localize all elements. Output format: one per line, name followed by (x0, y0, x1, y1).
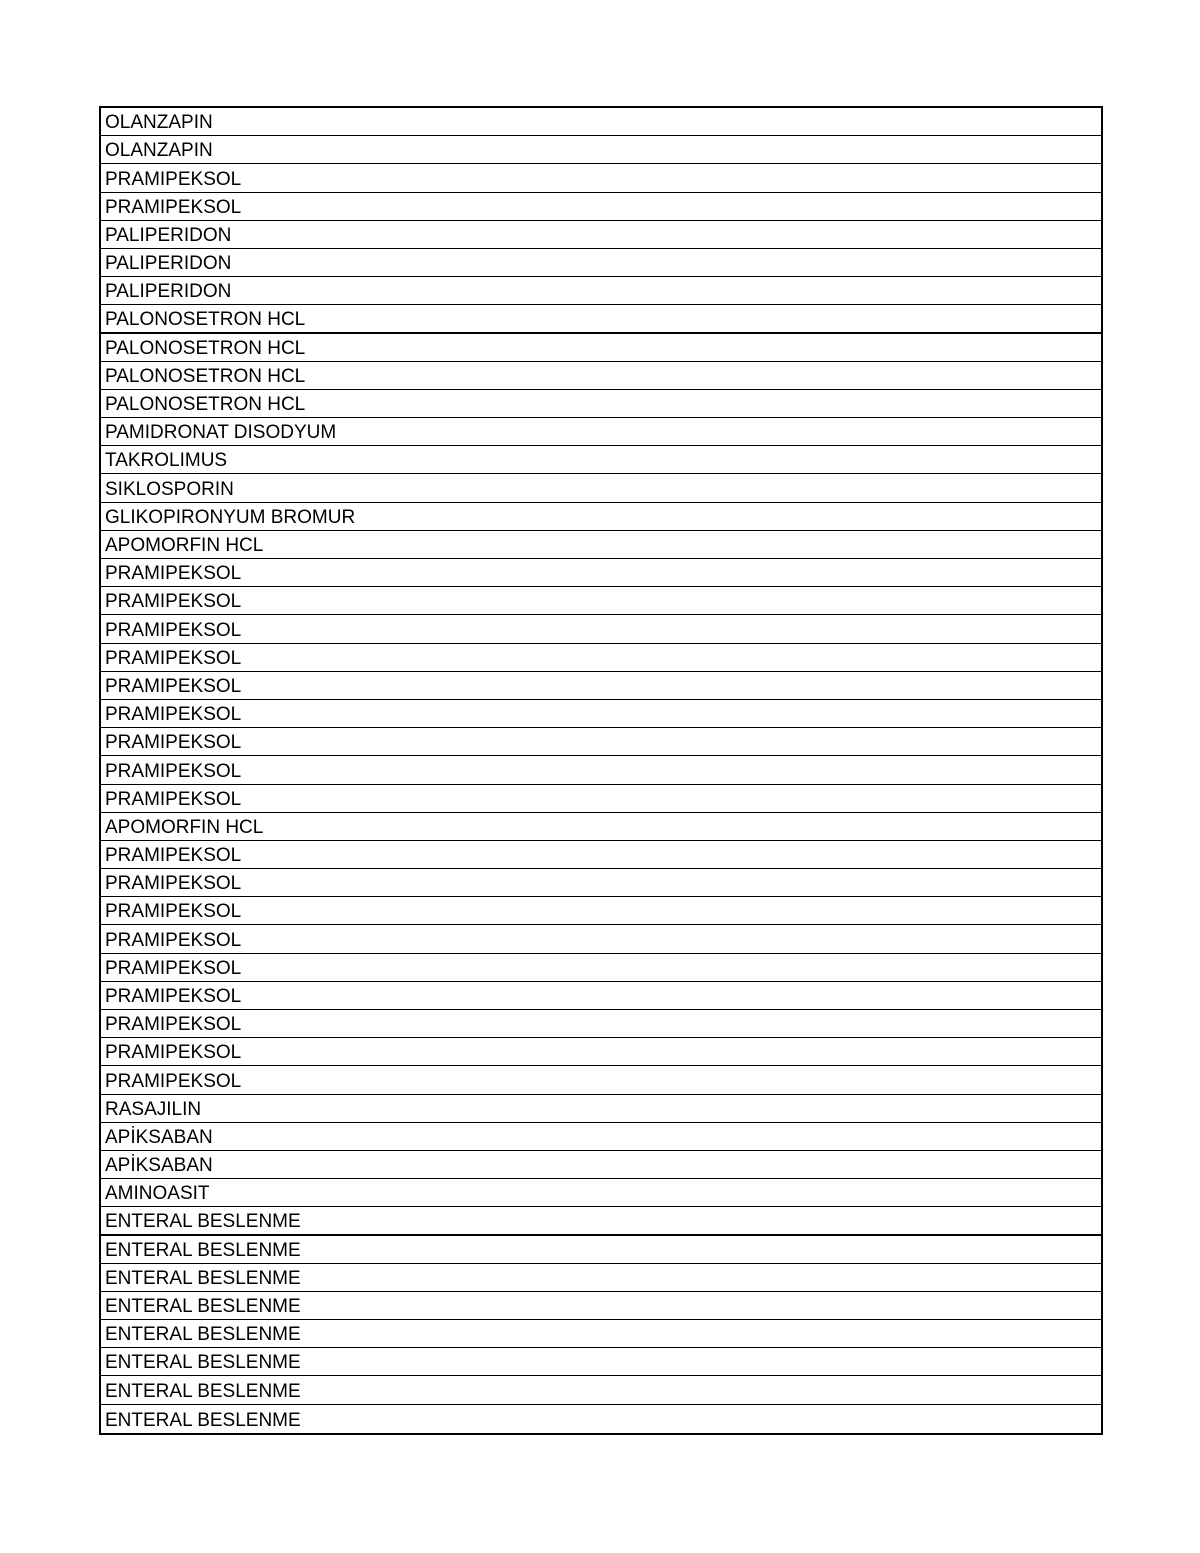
table-row: APİKSABAN (101, 1123, 1101, 1151)
table-row: PALONOSETRON HCL (101, 362, 1101, 390)
table-row: SIKLOSPORIN (101, 474, 1101, 502)
table-row: PRAMIPEKSOL (101, 1010, 1101, 1038)
table-row: PRAMIPEKSOL (101, 728, 1101, 756)
table-row: PRAMIPEKSOL (101, 644, 1101, 672)
table-row: APOMORFIN HCL (101, 531, 1101, 559)
table-row: OLANZAPIN (101, 136, 1101, 164)
table-row: OLANZAPIN (101, 108, 1101, 136)
table-row: PALIPERIDON (101, 277, 1101, 305)
table-row: ENTERAL BESLENME (101, 1264, 1101, 1292)
table-row: ENTERAL BESLENME (101, 1376, 1101, 1404)
table-row: AMINOASIT (101, 1179, 1101, 1207)
table-row: PRAMIPEKSOL (101, 1066, 1101, 1094)
table-row: ENTERAL BESLENME (101, 1320, 1101, 1348)
table-row: GLIKOPIRONYUM BROMUR (101, 503, 1101, 531)
table-row: PALIPERIDON (101, 221, 1101, 249)
table-row: PRAMIPEKSOL (101, 672, 1101, 700)
table-row: PALONOSETRON HCL (101, 305, 1101, 333)
table-row: PRAMIPEKSOL (101, 615, 1101, 643)
table-row: APOMORFIN HCL (101, 813, 1101, 841)
table-row: PALONOSETRON HCL (101, 390, 1101, 418)
table-row: PRAMIPEKSOL (101, 954, 1101, 982)
table-row: APİKSABAN (101, 1151, 1101, 1179)
table-row: PAMIDRONAT DISODYUM (101, 418, 1101, 446)
table-row: PALIPERIDON (101, 249, 1101, 277)
table-row: TAKROLIMUS (101, 446, 1101, 474)
table-row: ENTERAL BESLENME (105, 1409, 301, 1431)
table-row: PRAMIPEKSOL (101, 925, 1101, 953)
table-row: ENTERAL BESLENME (101, 1348, 1101, 1376)
table-row: PRAMIPEKSOL (101, 785, 1101, 813)
table-row: PRAMIPEKSOL (101, 756, 1101, 784)
table-row: PALONOSETRON HCL (101, 334, 1101, 362)
table-row: PRAMIPEKSOL (101, 897, 1101, 925)
table-row: PRAMIPEKSOL (101, 700, 1101, 728)
table-row: PRAMIPEKSOL (101, 841, 1101, 869)
drug-list-table (99, 106, 1103, 1435)
table-row: PRAMIPEKSOL (101, 587, 1101, 615)
table-row: PRAMIPEKSOL (101, 982, 1101, 1010)
table-row: PRAMIPEKSOL (101, 559, 1101, 587)
table-row: PRAMIPEKSOL (101, 193, 1101, 221)
table-row: PRAMIPEKSOL (101, 1038, 1101, 1066)
table-row: PRAMIPEKSOL (101, 164, 1101, 192)
table-row: ENTERAL BESLENME (101, 1292, 1101, 1320)
table-row: RASAJILIN (101, 1095, 1101, 1123)
table-row: PRAMIPEKSOL (101, 869, 1101, 897)
table-row: ENTERAL BESLENME (101, 1236, 1101, 1264)
table-row: ENTERAL BESLENME (101, 1207, 1101, 1235)
